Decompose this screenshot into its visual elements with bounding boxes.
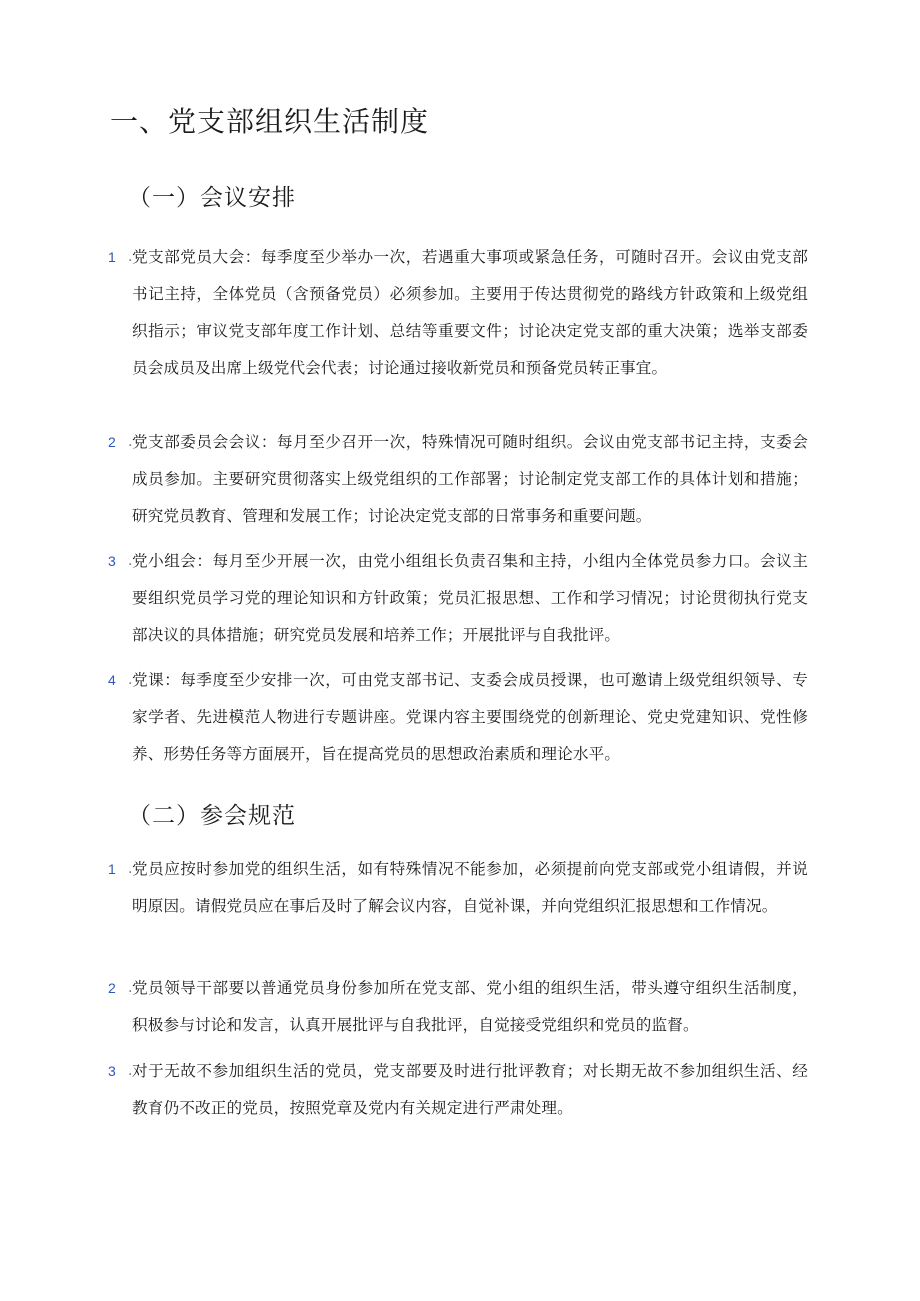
list-item-marker: . — [128, 249, 133, 265]
list-item-marker: . — [128, 672, 133, 688]
list-item — [108, 662, 808, 773]
list-item-number: 1 — [108, 861, 116, 877]
list-item — [108, 970, 808, 1044]
list-item-text: 对于无故不参加组织生活的党员，党支部要及时进行批评教育；对长期无故不参加组织生活、经教育仍不改正的党员，按照党章及党内有关规定进行严肃处理。 — [132, 1062, 808, 1117]
list-item-marker: . — [128, 861, 133, 877]
document-heading: 一、党支部组织生活制度 — [110, 105, 430, 138]
list-item-number: 1 — [108, 249, 116, 265]
list-item-text: 党课：每季度至少安排一次，可由党支部书记、支委会成员授课，也可邀请上级党组织领导、专家学者、先进模范人物进行专题讲座。党课内容主要围绕党的创新理论、党史党建知识、党性修养、形势任务等方面展开，旨在提高党员的思想政治素质和理论水平。 — [132, 671, 808, 763]
list-item-number: 4 — [108, 672, 116, 688]
section-title-meeting-arrangement: （一）会议安排 — [128, 185, 296, 211]
list-item-number: 2 — [108, 980, 116, 996]
section-title-attendance-rules: （二）参会规范 — [128, 803, 296, 829]
list-item — [108, 424, 808, 535]
list-item — [108, 239, 808, 387]
list-item-marker: . — [128, 434, 133, 450]
list-item-text: 党支部党员大会：每季度至少举办一次，若遇重大事项或紧急任务，可随时召开。会议由党支部书记主持，全体党员（含预备党员）必须参加。主要用于传达贯彻党的路线方针政策和上级党组织指示；审议党支部年度工作计划、总结等重要文件；讨论决定党支部的重大决策；选举支部委员会成员及出席上级党代会代表；讨论通过接收新党员和预备党员转正事宜。 — [132, 248, 808, 377]
list-item — [108, 851, 808, 925]
list-item-text: 党支部委员会会议：每月至少召开一次，特殊情况可随时组织。会议由党支部书记主持，支委会成员参加。主要研究贯彻落实上级党组织的工作部署；讨论制定党支部工作的具体计划和措施；研究党员教育、管理和发展工作；讨论决定党支部的日常事务和重要问题。 — [132, 433, 808, 525]
list-item-number: 3 — [108, 553, 116, 569]
list-item-marker: . — [128, 1063, 133, 1079]
list-item — [108, 1053, 808, 1127]
list-item-text: 党员领导干部要以普通党员身份参加所在党支部、党小组的组织生活，带头遵守组织生活制度，积极参与讨论和发言，认真开展批评与自我批评，自觉接受党组织和党员的监督。 — [132, 979, 808, 1034]
list-item-text: 党小组会：每月至少开展一次，由党小组组长负责召集和主持，小组内全体党员参力口。会议主要组织党员学习党的理论知识和方针政策；党员汇报思想、工作和学习情况；讨论贯彻执行党支部决议的具体措施；研究党员发展和培养工作；开展批评与自我批评。 — [132, 552, 808, 644]
list-item — [108, 543, 808, 654]
list-item-marker: . — [128, 553, 133, 569]
list-item-marker: . — [128, 980, 133, 996]
list-item-text: 党员应按时参加党的组织生活，如有特殊情况不能参加，必须提前向党支部或党小组请假，并说明原因。请假党员应在事后及时了解会议内容，自觉补课，并向党组织汇报思想和工作情况。 — [132, 860, 808, 915]
list-item-number: 2 — [108, 434, 116, 450]
list-item-number: 3 — [108, 1063, 116, 1079]
